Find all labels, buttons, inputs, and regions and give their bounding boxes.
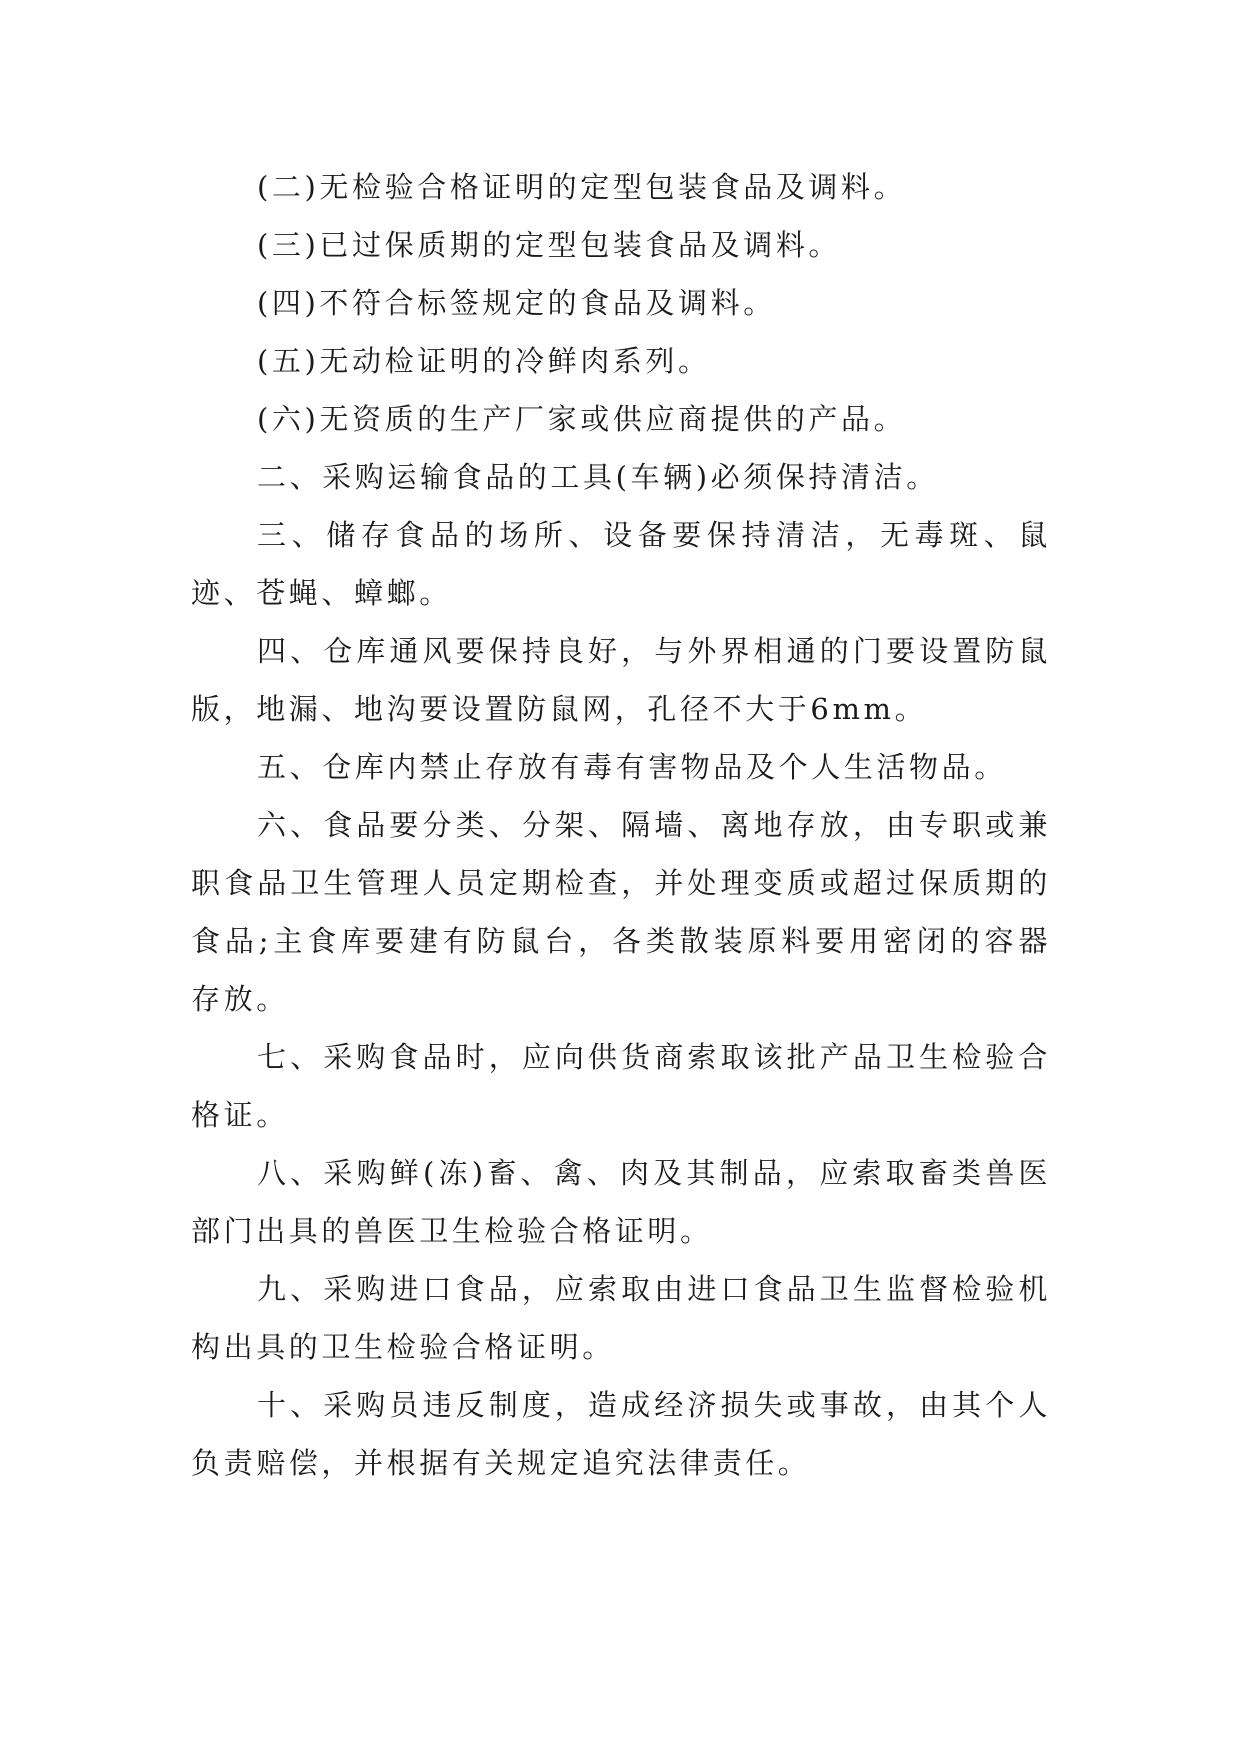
paragraph-item-5: (五)无动检证明的冷鲜肉系列。	[257, 344, 711, 378]
paragraph-section-2: 二、采购运输食品的工具(车辆)必须保持清洁。	[257, 460, 939, 494]
paragraph-item-3: (三)已过保质期的定型包装食品及调料。	[257, 228, 842, 262]
paragraph-section-9: 九、采购进口食品，应索取由进口食品卫生监督检验机构出具的卫生检验合格证明。	[191, 1272, 1051, 1364]
paragraph-section-6: 六、食品要分类、分架、隔墙、离地存放，由专职或兼职食品卫生管理人员定期检查，并处理变质或超过保质期的食品;主食库要建有防鼠台，各类散装原料要用密闭的容器存放。	[191, 808, 1051, 1016]
paragraph-section-7: 七、采购食品时，应向供货商索取该批产品卫生检验合格证。	[191, 1040, 1051, 1132]
paragraph-section-4: 四、仓库通风要保持良好，与外界相通的门要设置防鼠版，地漏、地沟要设置防鼠网，孔径不大于6mm。	[191, 634, 1051, 726]
document-body	[191, 158, 1051, 1492]
paragraph-item-6: (六)无资质的生产厂家或供应商提供的产品。	[257, 402, 907, 436]
paragraph-section-8: 八、采购鲜(冻)畜、禽、肉及其制品，应索取畜类兽医部门出具的兽医卫生检验合格证明。	[191, 1156, 1051, 1248]
paragraph-section-3: 三、储存食品的场所、设备要保持清洁，无毒斑、鼠迹、苍蝇、蟑螂。	[191, 518, 1051, 610]
paragraph-section-5: 五、仓库内禁止存放有毒有害物品及个人生活物品。	[257, 750, 1007, 784]
paragraph-item-4: (四)不符合标签规定的食品及调料。	[257, 286, 776, 320]
paragraph-item-2: (二)无检验合格证明的定型包装食品及调料。	[257, 170, 907, 204]
paragraph-section-10: 十、采购员违反制度，造成经济损失或事故，由其个人负责赔偿，并根据有关规定追究法律责任。	[191, 1388, 1051, 1480]
